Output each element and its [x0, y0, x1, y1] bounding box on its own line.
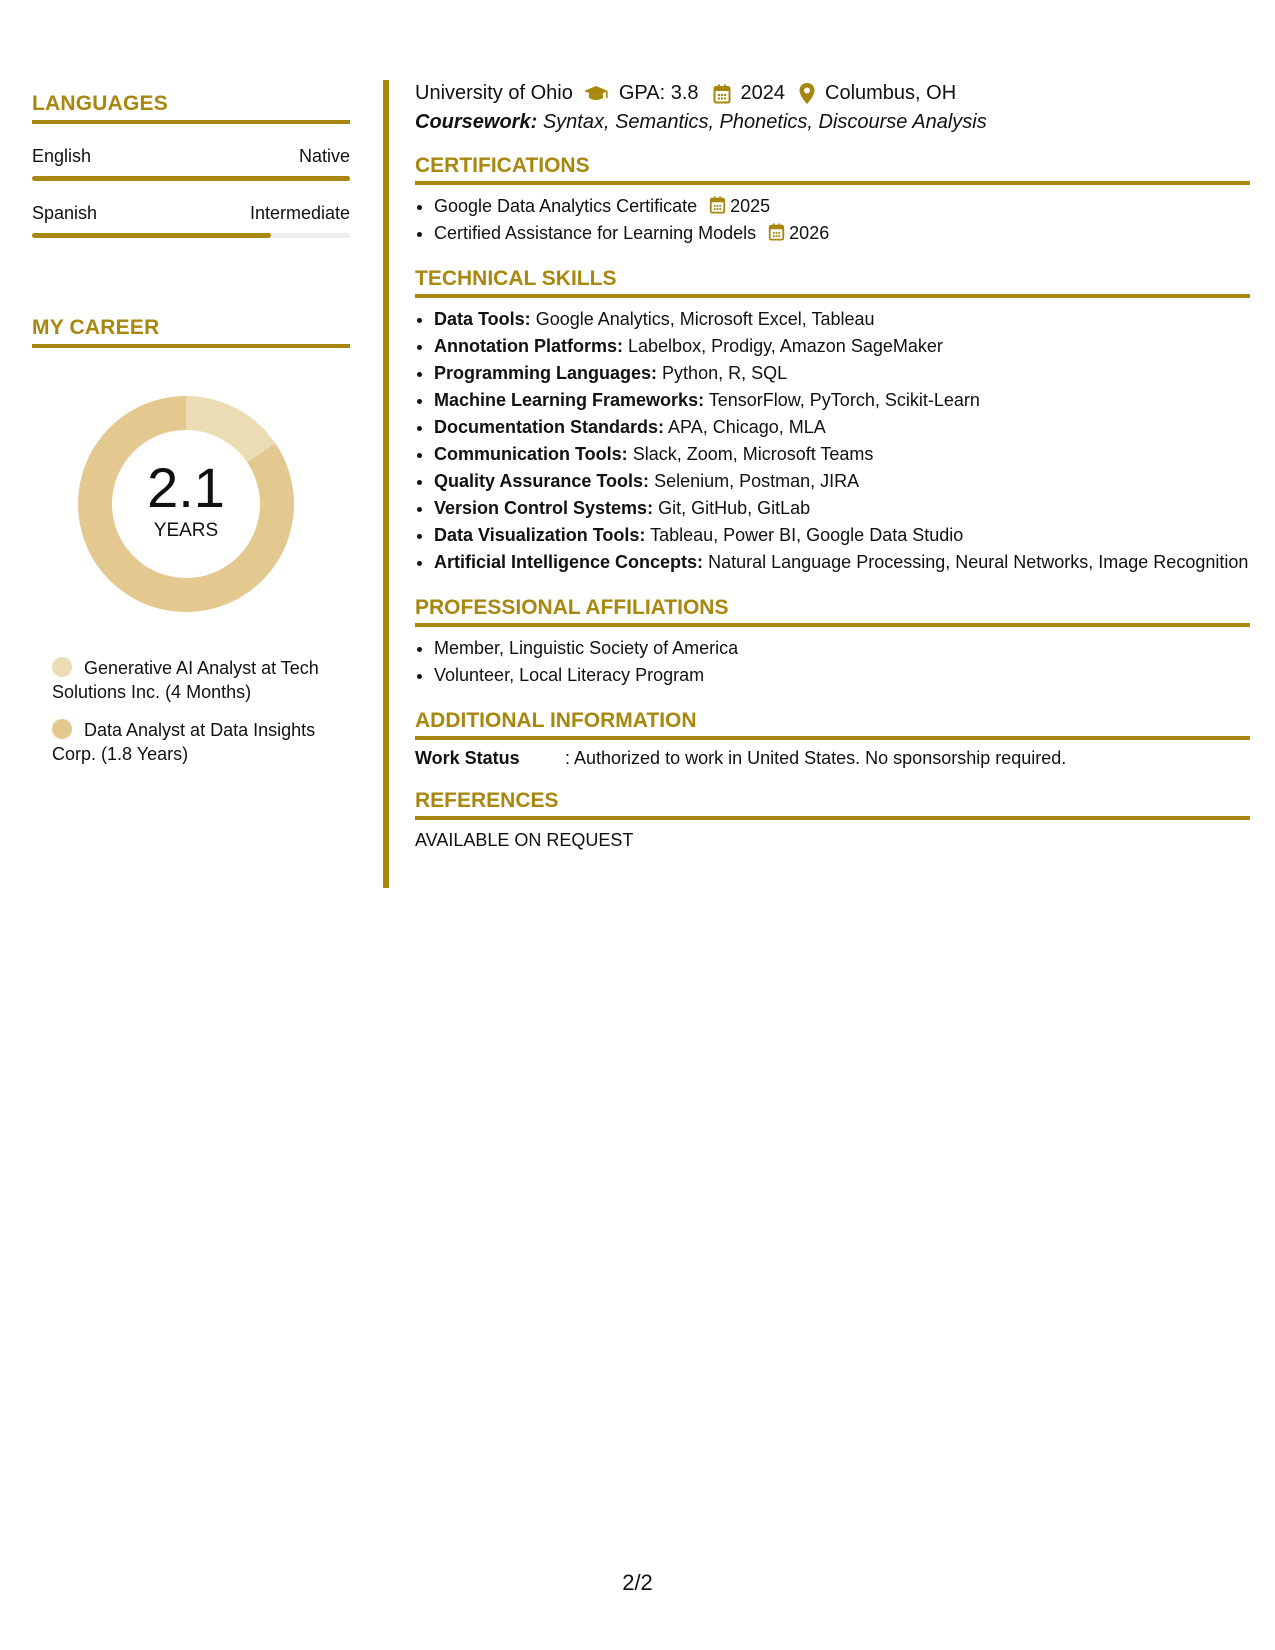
legend-dot	[52, 719, 72, 739]
career-legend-item	[52, 656, 350, 704]
main-column	[415, 82, 1250, 851]
skill-value: APA, Chicago, MLA	[668, 417, 826, 437]
languages-title: LANGUAGES	[32, 92, 350, 124]
work-status-row	[415, 748, 1250, 769]
location-pin-icon	[799, 83, 815, 105]
skill-value: Slack, Zoom, Microsoft Teams	[632, 444, 874, 464]
language-proficiency-bar	[32, 176, 350, 181]
coursework-value: Syntax, Semantics, Phonetics, Discourse Analysis	[542, 111, 987, 133]
languages-list	[32, 146, 350, 238]
skill-label: Artificial Intelligence Concepts:	[434, 552, 704, 572]
career-legend-label: Data Analyst at Data Insights Corp. (1.8 Years)	[52, 720, 316, 764]
page-number: 2/2	[622, 1570, 653, 1595]
skill-value: TensorFlow, PyTorch, Scikit-Learn	[708, 390, 980, 410]
skill-item	[434, 414, 1250, 441]
certification-name: Google Data Analytics Certificate	[434, 196, 698, 216]
career-legend-label: Generative AI Analyst at Tech Solutions Inc. (4 Months)	[52, 658, 319, 702]
additional-title: ADDITIONAL INFORMATION	[415, 709, 1250, 740]
career-legend	[52, 656, 350, 766]
skill-label: Annotation Platforms:	[434, 336, 623, 356]
skill-value: Labelbox, Prodigy, Amazon SageMaker	[628, 336, 943, 356]
skill-item	[434, 360, 1250, 387]
language-row	[32, 146, 350, 167]
certification-name: Certified Assistance for Learning Models	[434, 223, 757, 243]
certification-item	[434, 220, 1250, 247]
references-text: AVAILABLE ON REQUEST	[415, 830, 634, 850]
language-level: Intermediate	[249, 203, 350, 223]
skill-label: Programming Languages:	[434, 363, 658, 383]
language-name: Spanish	[32, 203, 98, 223]
language-row	[32, 203, 350, 224]
certification-year: 2026	[789, 223, 830, 243]
skill-label: Communication Tools:	[434, 444, 628, 464]
skill-value: Tableau, Power BI, Google Data Studio	[650, 525, 964, 545]
affiliation-item: • Volunteer, Local Literacy Program	[434, 662, 1250, 689]
skill-item	[434, 549, 1250, 576]
school-name: University of Ohio	[415, 82, 573, 104]
graduation-year: 2024	[740, 82, 786, 104]
skill-item	[434, 306, 1250, 333]
coursework-label: Coursework:	[415, 111, 538, 133]
skill-value: Natural Language Processing, Neural Networks, Image Recognition	[708, 552, 1249, 572]
skill-label: Version Control Systems:	[434, 498, 654, 518]
skill-label: Machine Learning Frameworks:	[434, 390, 705, 410]
affiliations-list	[415, 635, 1250, 689]
language-proficiency-bar	[32, 233, 350, 238]
career-total: 2.1	[147, 456, 225, 519]
skill-label: Quality Assurance Tools:	[434, 471, 650, 491]
career-title: MY CAREER	[32, 316, 350, 348]
skill-label: Documentation Standards:	[434, 417, 665, 437]
skill-item	[434, 468, 1250, 495]
gpa: GPA: 3.8	[618, 82, 699, 104]
skill-item	[434, 522, 1250, 549]
skill-value: Python, R, SQL	[662, 363, 788, 383]
certification-item	[434, 193, 1250, 220]
skills-list	[415, 306, 1250, 576]
location: Columbus, OH	[825, 82, 957, 104]
language-name: English	[32, 146, 92, 166]
certifications-title: CERTIFICATIONS	[415, 154, 1250, 185]
certifications-list	[415, 193, 1250, 247]
calendar-icon	[713, 84, 731, 104]
skill-value: Git, GitHub, GitLab	[658, 498, 811, 518]
certification-year: 2025	[730, 196, 771, 216]
skill-value: Google Analytics, Microsoft Excel, Tableau	[535, 309, 875, 329]
calendar-icon	[768, 223, 785, 241]
language-level: Native	[298, 146, 350, 166]
calendar-icon	[709, 196, 726, 214]
career-section	[32, 316, 350, 766]
skill-item	[434, 441, 1250, 468]
skill-label: Data Tools:	[434, 309, 531, 329]
skills-title: TECHNICAL SKILLS	[415, 267, 1250, 298]
career-donut	[66, 384, 306, 624]
affiliation-item: • Member, Linguistic Society of America	[434, 635, 1250, 662]
skill-label: Data Visualization Tools:	[434, 525, 646, 545]
sidebar	[32, 92, 350, 780]
affiliations-title: PROFESSIONAL AFFILIATIONS	[415, 596, 1250, 627]
references-title: REFERENCES	[415, 789, 1250, 820]
language-proficiency-fill	[32, 233, 271, 238]
skill-value: Selenium, Postman, JIRA	[654, 471, 860, 491]
skill-item	[434, 333, 1250, 360]
career-legend-item	[52, 718, 350, 766]
career-unit: YEARS	[153, 520, 219, 541]
work-status-key: Work Status	[415, 748, 520, 768]
legend-dot	[52, 657, 72, 677]
skill-item	[434, 495, 1250, 522]
work-status-value: : Authorized to work in United States. No sponsorship required.	[565, 748, 1067, 768]
skill-item	[434, 387, 1250, 414]
graduation-cap-icon	[583, 84, 609, 104]
coursework	[415, 111, 1250, 134]
education-line	[415, 82, 1250, 105]
column-divider	[383, 80, 389, 888]
language-proficiency-fill	[32, 176, 350, 181]
